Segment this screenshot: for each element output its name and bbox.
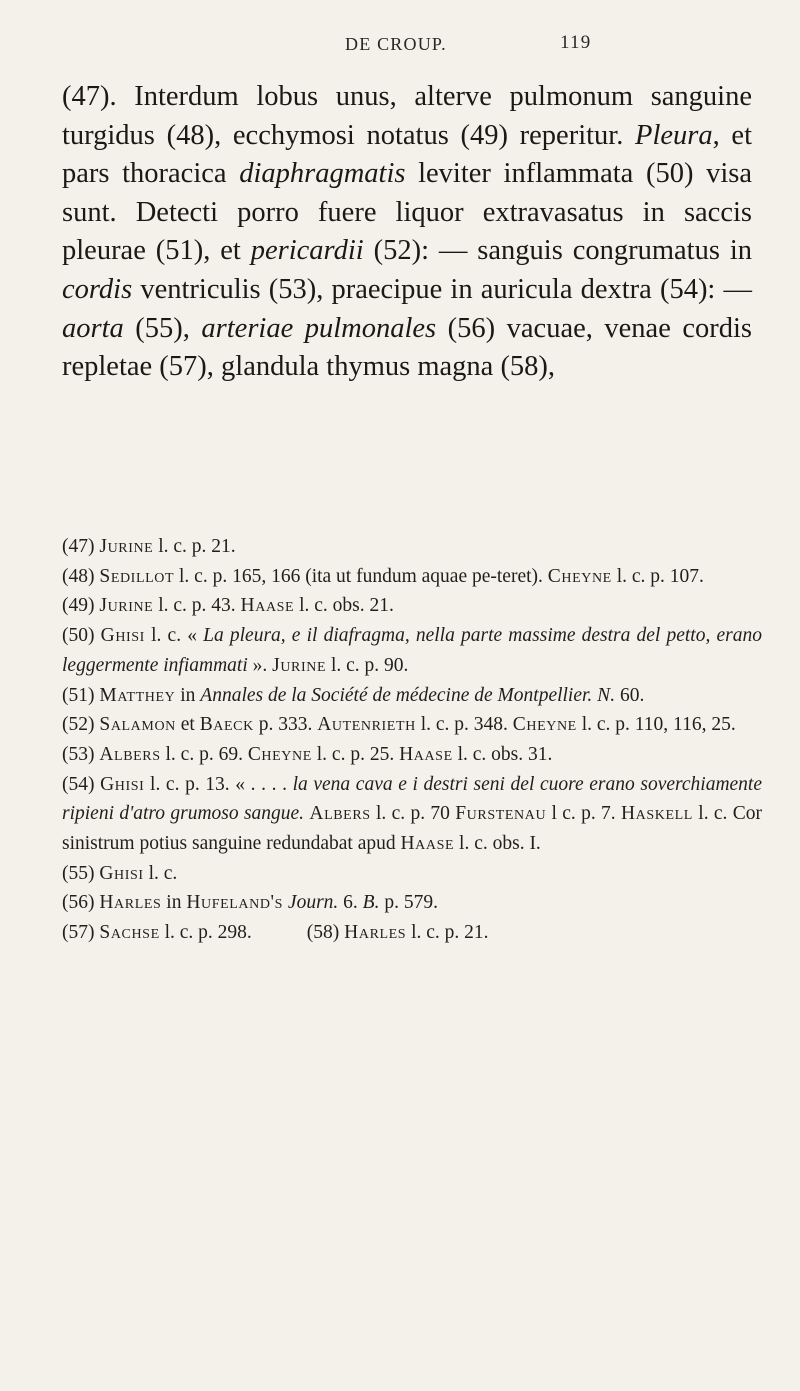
italic-term: diaphragmatis (239, 158, 406, 190)
footnote (62, 532, 762, 562)
footnote-text: l. c. (143, 862, 178, 884)
footnote-text: 60. (615, 684, 645, 706)
author-name: Furstenau (455, 803, 547, 825)
footnote-text: (55) (62, 862, 100, 884)
footnote-text: l. c. p. 165, 166 (ita ut fundum aquae pe-teret). (174, 565, 548, 587)
author-name: Jurine (99, 536, 154, 557)
footnote-text: l. c. obs. 21. (294, 595, 394, 617)
text-run: ventriculis (53), praecipue in auricula dextra (54): — (132, 273, 752, 305)
author-name: Jurine (272, 654, 327, 676)
footnote-text: (54) (62, 773, 101, 795)
author-name: Cheyne (247, 743, 312, 765)
footnote (62, 621, 762, 680)
author-name: Ghisi (100, 773, 145, 795)
footnote (62, 562, 762, 592)
author-name: Salamon (99, 714, 176, 736)
footnote-text: (52) (62, 714, 100, 736)
author-name: Haskell (621, 803, 693, 825)
page-number: 119 (560, 32, 592, 53)
italic-term: arteriae pulmonales (201, 312, 437, 344)
italic-quote: B. (362, 892, 380, 914)
author-name: Sedillot (99, 565, 175, 587)
italic-quote: Annales de la Société de médecine de Montpellier. N. (200, 684, 616, 706)
footnote (62, 888, 762, 918)
italic-term: aorta (62, 312, 124, 344)
footnote (62, 770, 762, 859)
footnote-text: l. c. p. 90. (326, 654, 409, 676)
text-run: leviter inflammata (50) visa sunt. Detecti porro fuere liquor extravasatus in saccis pleurae (51), et (62, 158, 752, 267)
footnote-text: l. c. p. 110, 116, 25. (576, 714, 736, 736)
footnote-text: l. c. obs. I. (454, 833, 541, 855)
footnotes (62, 532, 762, 948)
footnote-text: l. c. p. 69. (160, 743, 248, 765)
author-name: Albers (99, 743, 161, 765)
footnote-text: (47) (62, 536, 100, 557)
footnote-text: l. c. p. 298. (159, 922, 252, 944)
text-run: (55), (123, 312, 202, 344)
italic-term: pericardii (250, 235, 364, 267)
footnote-text: in (161, 892, 187, 914)
footnote-text: l. c. p. 107. (611, 565, 704, 587)
footnote (62, 681, 762, 711)
footnote-text: 6. (338, 892, 363, 914)
text-run: (56) vacuae, venae cordis repletae (57), glandula thymus magna (58), (62, 312, 753, 383)
author-name: Matthey (99, 684, 176, 706)
footnote (62, 591, 762, 621)
footnote-text: l c. p. 7. (546, 803, 621, 825)
italic-term: cordis (62, 273, 133, 305)
footnote-text: l. c. p. 70 (370, 803, 456, 825)
footnote-text: l. c. p. 25. (311, 743, 400, 765)
footnote-text: ». (247, 654, 273, 676)
author-name: Autenrieth (317, 714, 416, 736)
footnote-text: (51) (62, 684, 100, 706)
footnote (307, 918, 489, 948)
author-name: Harles (99, 892, 162, 914)
author-name: Cheyne (547, 565, 612, 587)
author-name: Hufeland's (186, 892, 284, 914)
footnote-text: (56) (62, 892, 100, 914)
footnote-text: p. 333. (253, 714, 318, 736)
text-run: (52): — sanguis congrumatus in (363, 235, 752, 267)
paragraph-47 (62, 78, 752, 387)
italic-term: Pleura (635, 119, 713, 151)
author-name: Cheyne (512, 714, 577, 736)
footnote-text: (50) (62, 625, 101, 647)
author-name: Haase (400, 833, 455, 855)
author-name: Albers (309, 803, 371, 825)
author-name: Ghisi (99, 862, 144, 884)
footnote-text: in (175, 684, 201, 706)
footnote-text: (49) (62, 595, 100, 617)
footnote-text: l. c. p. 13. « . . . . (144, 773, 293, 795)
footnote-text: l. c. obs. 31. (452, 743, 553, 765)
text-run: , et pars thoracica (62, 119, 752, 190)
italic-quote: La pleura, e il diafragma, nella parte massime destra del petto, erano leggermente infiammati (62, 625, 762, 676)
author-name: Haase (240, 595, 295, 617)
author-name: Harles (344, 922, 407, 944)
author-name: Sachse (99, 922, 160, 944)
author-name: Ghisi (100, 625, 145, 647)
footnotes-last-row (62, 918, 762, 948)
footnote (62, 740, 762, 770)
author-name: Jurine (99, 595, 154, 617)
author-name: Baeck (199, 714, 254, 736)
footnote-text: l. c. p. 43. (153, 595, 241, 617)
author-name: Haase (399, 743, 453, 765)
footnote-text: l. c. p. 21. (153, 536, 236, 557)
footnote-text: (48) (62, 565, 100, 587)
footnote-text: l. c. Cor sinistrum potius sanguine redundabat apud (62, 803, 763, 855)
main-paragraph (62, 78, 752, 387)
footnote-text: l. c. p. 348. (415, 714, 513, 736)
footnote (62, 859, 762, 889)
footnote-text: l. c. p. 21. (406, 922, 489, 944)
footnote-text: p. 579. (379, 892, 438, 914)
footnote (62, 710, 762, 740)
footnote-text: (53) (62, 743, 100, 765)
italic-quote: Journ. (287, 892, 339, 914)
footnote (62, 918, 252, 948)
footnote-text: l. c. « (144, 625, 204, 647)
running-head (345, 34, 645, 55)
italic-quote: la vena cava e i destri seni del cuore erano soverchiamente ripieni d'atro grumoso sangue. (62, 773, 763, 825)
footnote-text: (57) (62, 922, 100, 944)
running-head-title: DE CROUP. (345, 34, 447, 54)
footnote-text: (58) (306, 922, 345, 944)
text-run: (47). Interdum lobus unus, alterve pulmonum sanguine turgidus (48), ecchymosi notatus (49) reperitur. (62, 81, 752, 151)
footnote-text: et (175, 714, 200, 736)
